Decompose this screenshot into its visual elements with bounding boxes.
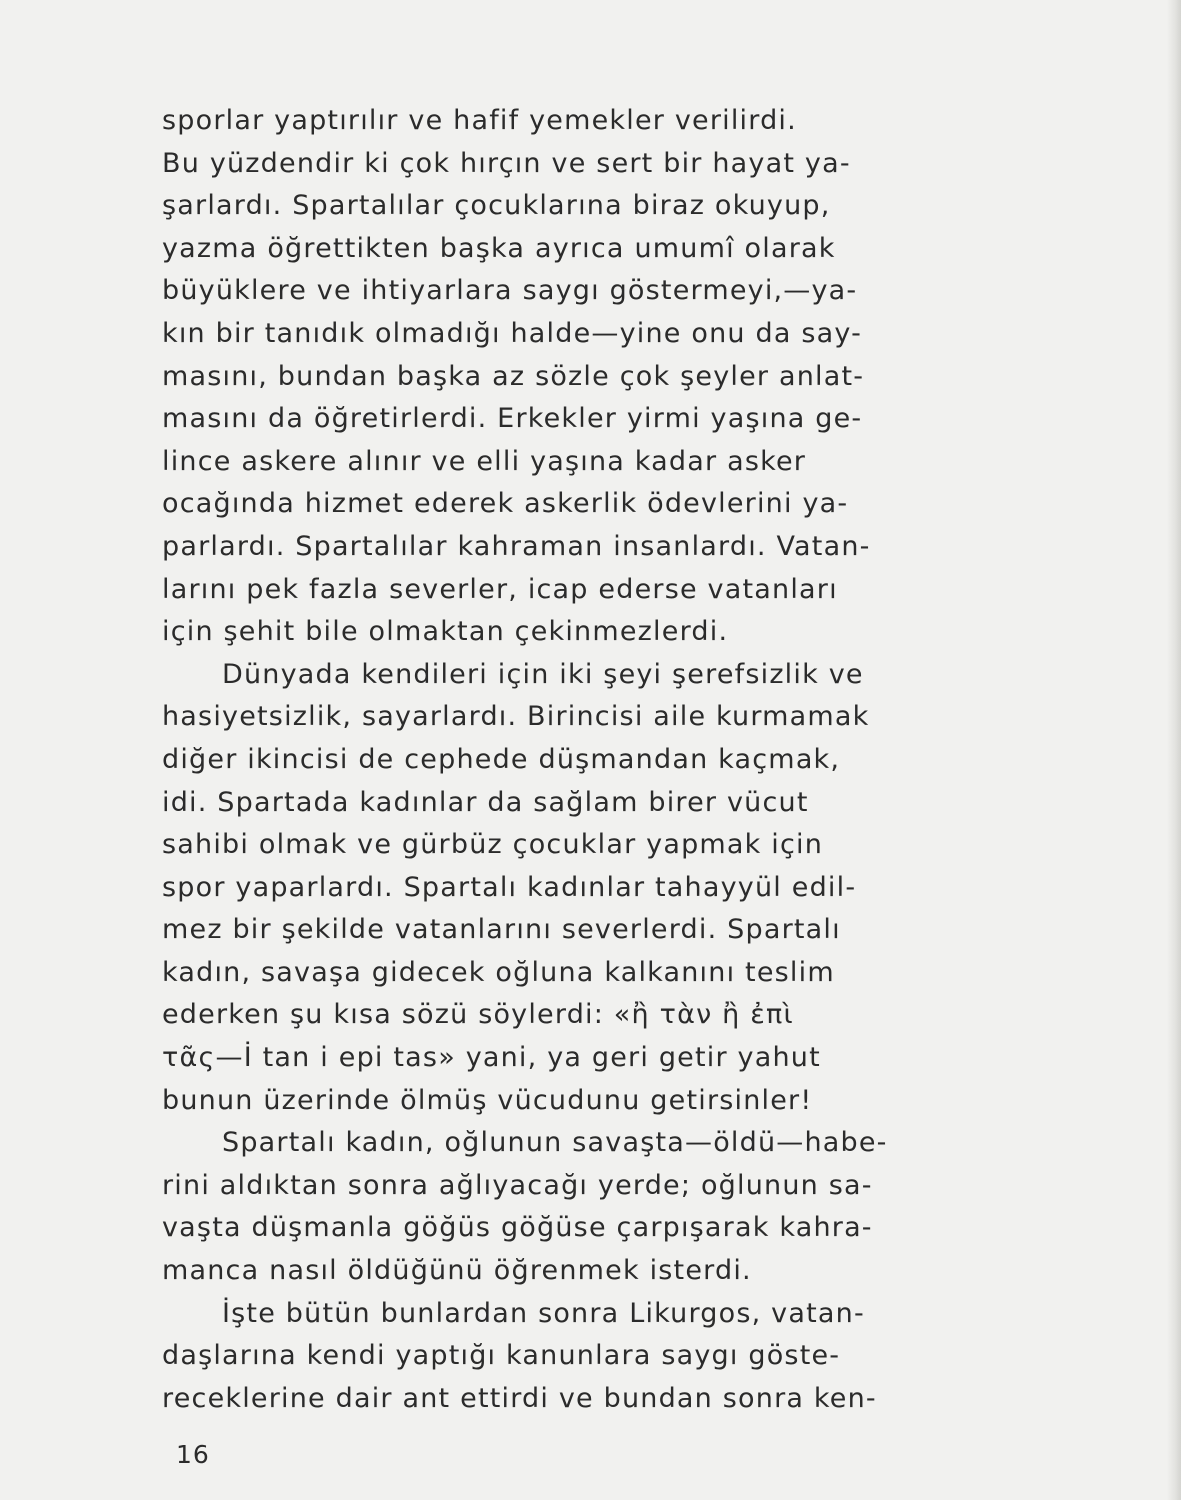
text-line: spor yaparlardı. Spartalı kadınlar tahayyül edil- — [162, 871, 857, 903]
text-line: hasiyetsizlik, sayarlardı. Birincisi aile kurmamak — [162, 701, 870, 733]
text-line: receklerine dair ant ettirdi ve bundan sonra ken- — [162, 1382, 877, 1414]
text-line: idi. Spartada kadınlar da sağlam birer vücut — [162, 786, 809, 818]
text-line: masını da öğretirlerdi. Erkekler yirmi yaşına ge- — [162, 403, 863, 435]
text-line: τᾶς—İ tan i epi tas» yani, ya geri getir yahut — [162, 1042, 821, 1074]
text-line: parlardı. Spartalılar kahraman insanlardı. Vatan- — [162, 530, 871, 562]
text-line: mez bir şekilde vatanlarını severlerdi. Spartalı — [162, 914, 841, 946]
page-edge-shadow — [1167, 0, 1181, 1500]
paragraph-start-line: Spartalı kadın, oğlunun savaşta—öldü—habe- — [222, 1127, 888, 1159]
text-line: kın bir tanıdık olmadığı halde—yine onu da say- — [162, 317, 863, 349]
text-line: rini aldıktan sonra ağlıyacağı yerde; oğlunun sa- — [162, 1169, 873, 1201]
text-line: ocağında hizmet ederek askerlik ödevlerini ya- — [162, 488, 849, 520]
text-line: büyüklere ve ihtiyarlara saygı göstermeyi,—ya- — [162, 275, 858, 307]
text-line: manca nasıl öldüğünü öğrenmek isterdi. — [162, 1255, 752, 1287]
text-line: masını, bundan başka az sözle çok şeyler anlat- — [162, 360, 865, 392]
text-line: kadın, savaşa gidecek oğluna kalkanını teslim — [162, 956, 835, 988]
text-line: sahibi olmak ve gürbüz çocuklar yapmak için — [162, 829, 824, 861]
text-line: ederken şu kısa sözü söylerdi: «ἢ τὰν ἢ ἐπὶ — [162, 999, 794, 1031]
text-line: Bu yüzdendir ki çok hırçın ve sert bir hayat ya- — [162, 147, 851, 179]
text-line: diğer ikincisi de cephede düşmandan kaçmak, — [162, 743, 841, 775]
body-text — [162, 100, 1042, 1420]
text-line: vaşta düşmanla göğüs göğüse çarpışarak kahra- — [162, 1212, 873, 1244]
text-line: yazma öğrettikten başka ayrıca umumî olarak — [162, 232, 836, 264]
text-line: bunun üzerinde ölmüş vücudunu getirsinler! — [162, 1084, 813, 1116]
text-line: için şehit bile olmaktan çekinmezlerdi. — [162, 616, 729, 648]
text-line: lince askere alınır ve elli yaşına kadar asker — [162, 445, 807, 477]
text-line: sporlar yaptırılır ve hafif yemekler verilirdi. — [162, 105, 797, 136]
paragraph-start-line: Dünyada kendileri için iki şeyi şerefsizlik ve — [222, 658, 864, 690]
text-line: şarlardı. Spartalılar çocuklarına biraz okuyup, — [162, 190, 831, 222]
page-number: 16 — [176, 1440, 210, 1469]
text-line: larını pek fazla severler, icap ederse vatanları — [162, 573, 838, 605]
paragraph-start-line: İşte bütün bunlardan sonra Likurgos, vatan- — [222, 1297, 865, 1329]
text-line: daşlarına kendi yaptığı kanunlara saygı göste- — [162, 1340, 841, 1372]
